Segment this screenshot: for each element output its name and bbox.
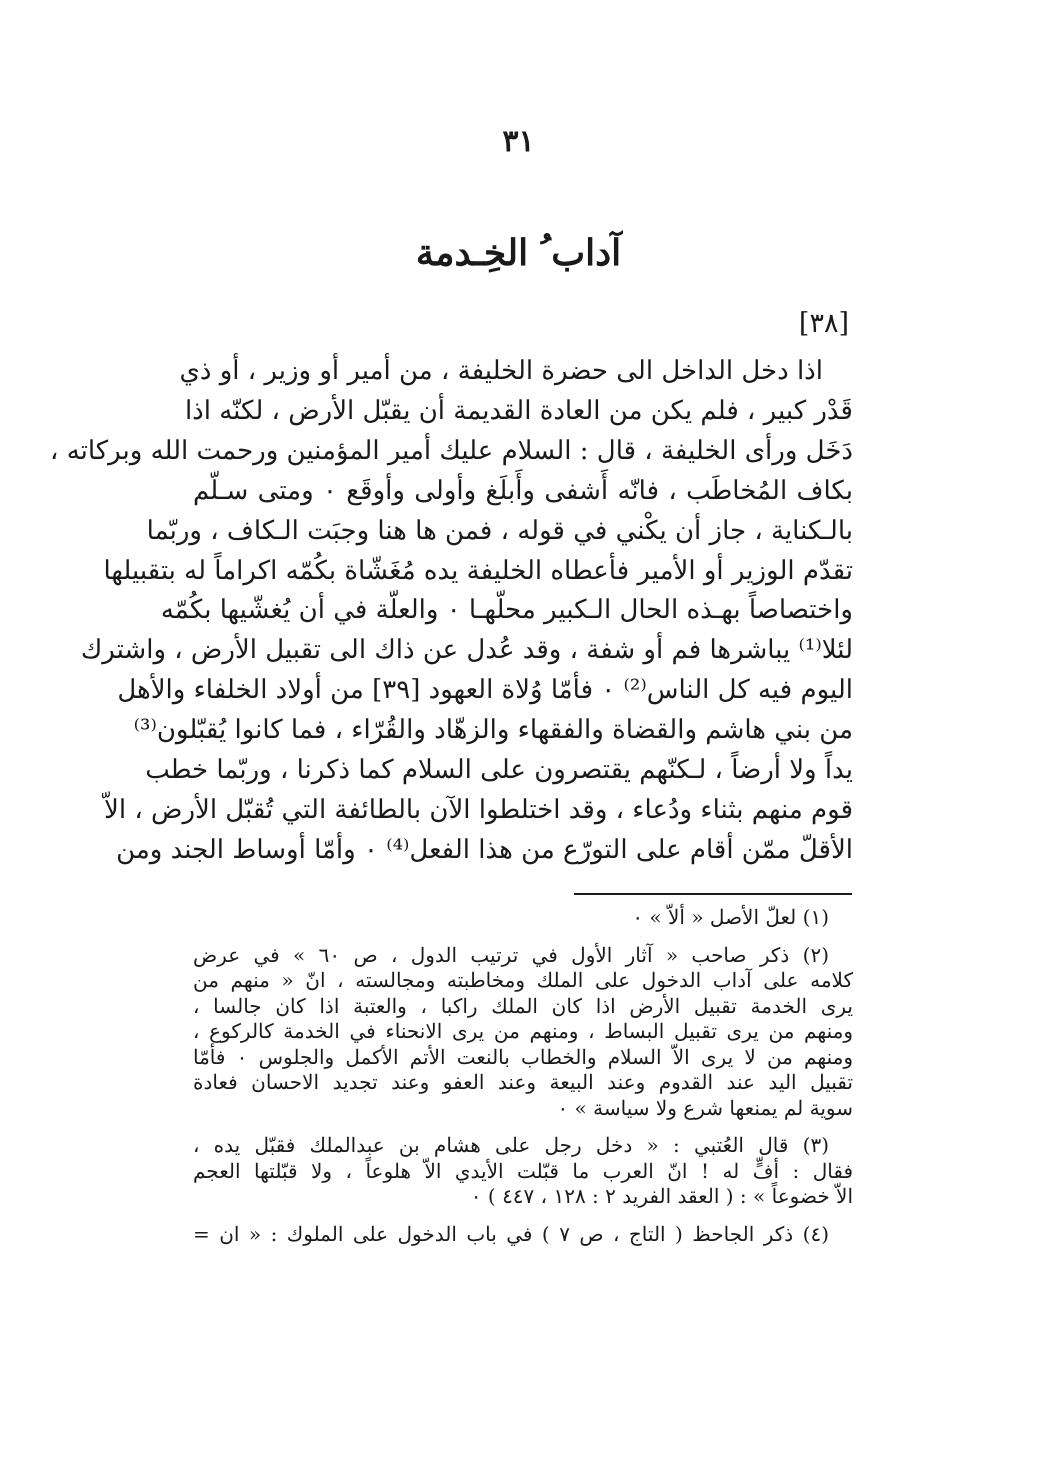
body-line: من بني هاشم والقضاة والفقهاء والزهّاد والقُرّاء ، فما كانوا يُقبّلون⁽³⁾ [133,715,853,746]
page-number: ٣١ [502,124,535,159]
footnote-line: (٤) ذكر الجاحظ ( التاج ، ص ٧ ) في باب الدخول على الملوك : « ان = [193,1221,829,1246]
body-line: لئلا⁽¹⁾ يباشرها فم أو شفة ، وقد عُدل عن ذاك الى تقبيل الأرض ، واشترك [80,635,853,666]
footnote-separator [574,893,852,895]
body-line: بالـكناية ، جاز أن يكْني في قوله ، فمن ها هنا وجبَت الـكاف ، وربّما [146,515,853,546]
footnote-4 [193,1222,853,1248]
footnote-line: يرى الخدمة تقبيل الأرض اذا كان الملك راكبا ، والعتبة اذا كان جالسا ، [193,993,853,1018]
body-text [50,352,854,871]
footnote-line: فقال : أفٍّ له ! انّ العرب ما قبّلت الأيدي الاّ هلوعاً ، ولا قبّلتها العجم [193,1158,853,1183]
body-line: تقدّم الوزير أو الأمير فأعطاه الخليفة يده مُغَشّاة بكُمّه اكراماً له بتقبيلها [103,555,853,586]
footnote-1 [193,905,853,931]
footnote-2 [193,943,853,1122]
footnote-line: (٢) ذكر صاحب « آثار الأول في ترتيب الدول ، ص ٦٠ » في عرض [193,942,829,967]
body-line: واختصاصاً بهـذه الحال الـكبير محلّهـا ٠ والعلّة في أن يُغشّيها بكُمّه [160,595,853,626]
body-line: يداً ولا أرضاً ، لـكنّهم يقتصرون على السلام كما ذكرنا ، وربّما خطب [145,755,853,786]
footnote-line: (١) لعلّ الأصل « ألاّ » ٠ [632,905,829,929]
footnote-line: ومنهم من يرى تقبيل البساط ، ومنهم من يرى الانحناء في الخدمة كالركوع ، [193,1019,853,1043]
body-line: اذا دخل الداخل الى حضرة الخليفة ، من أمير أو وزير ، أو ذي [179,356,823,386]
chapter-title: آداب ُ الخِـدمة [415,232,622,274]
footnote-line: الاّ خضوعاً » : ( العقد الفريد ٢ : ١٢٨ ، ٤٤٧ ) ٠ [470,1184,853,1208]
footnote-line: ومنهم من لا يرى الاّ السلام والخطاب بالنعت الأتم الأكمل والجلوس ٠ فأمّا [193,1044,853,1069]
body-line: دَخَل ورأى الخليفة ، قال : السلام عليك أمير المؤمنين ورحمت الله وبركاته ، [50,435,853,466]
footnote-line: سوية لم يمنعها شرع ولا سياسة » ٠ [557,1095,853,1120]
body-line: قَدْر كبير ، فلم يكن من العادة القديمة أن يقبّل الأرض ، لكنّه اذا [184,395,853,426]
body-line: اليوم فيه كل الناس⁽²⁾ ٠ فأمّا وُلاة العهود [٣٩] من أولاد الخلفاء والأهل [117,675,853,706]
footnote-line: كلامه على آداب الدخول على الملك ومخاطبته ومجالسته ، انّ « منهم من [193,968,853,992]
body-line: الأقلّ ممّن أقام على التورّع من هذا الفعل⁽⁴⁾ ٠ وأمّا أوساط الجند ومن [116,834,853,865]
body-line: بكاف المُخاطَب ، فانّه أَشفى وأَبلَغ وأولى وأوقَع ٠ ومتى سـلّم [193,475,854,506]
footnotes [193,905,853,1259]
footnote-line: (٣) قال العُتبي : « دخل رجل على هشام بن عبدالملك فقبّل يده ، [193,1133,829,1157]
section-marker: [٣٨] [798,308,849,339]
footnote-line: تقبيل اليد عند القدوم وعند البيعة وعند العفو وعند تجديد الاحسان فعادة [193,1070,853,1094]
footnote-3 [193,1133,853,1210]
body-line: قوم منهم بثناء ودُعاء ، وقد اختلطوا الآن بالطائفة التي تُقبّل الأرض ، الاّ [104,794,853,825]
